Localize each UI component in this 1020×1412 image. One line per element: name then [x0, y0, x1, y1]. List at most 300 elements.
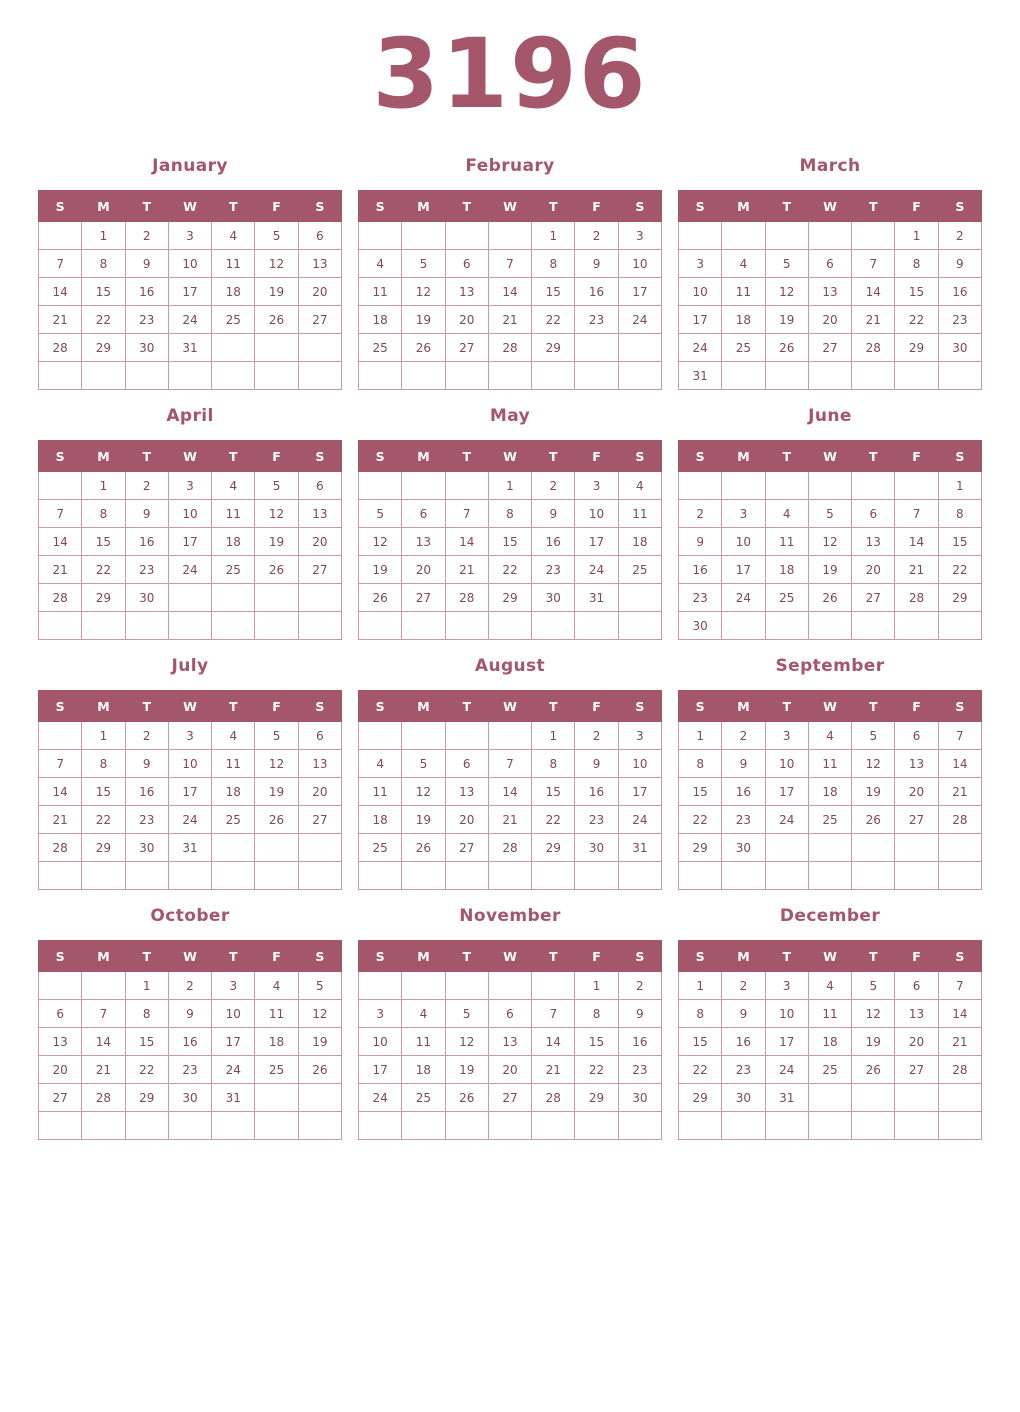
day-cell: 13	[445, 778, 488, 806]
day-cell: 27	[402, 584, 445, 612]
day-cell: 3	[168, 472, 211, 500]
day-cell: 20	[445, 806, 488, 834]
day-cell	[488, 222, 531, 250]
day-cell	[445, 472, 488, 500]
week-row	[679, 362, 982, 390]
day-cell: 23	[125, 806, 168, 834]
day-cell: 9	[125, 750, 168, 778]
day-cell: 13	[298, 500, 341, 528]
weekday-header: S	[679, 941, 722, 972]
weekday-header: S	[679, 691, 722, 722]
week-row	[359, 722, 662, 750]
day-cell: 30	[722, 1084, 765, 1112]
day-cell: 8	[679, 1000, 722, 1028]
day-cell: 29	[679, 834, 722, 862]
day-cell: 20	[488, 1056, 531, 1084]
day-cell	[402, 612, 445, 640]
day-cell: 1	[679, 722, 722, 750]
week-row	[39, 250, 342, 278]
day-cell: 9	[168, 1000, 211, 1028]
day-cell	[168, 862, 211, 890]
day-cell: 2	[125, 472, 168, 500]
weekday-header: F	[255, 941, 298, 972]
weekday-header-row	[39, 191, 342, 222]
month-name: January	[152, 156, 228, 176]
day-cell	[808, 862, 851, 890]
day-cell: 4	[808, 722, 851, 750]
day-cell	[852, 472, 895, 500]
week-row	[39, 500, 342, 528]
day-cell	[575, 1112, 618, 1140]
day-cell	[212, 862, 255, 890]
day-cell: 12	[852, 1000, 895, 1028]
day-cell: 13	[895, 1000, 938, 1028]
weekday-header: F	[575, 691, 618, 722]
day-cell: 4	[808, 972, 851, 1000]
week-row	[679, 584, 982, 612]
day-cell: 1	[532, 222, 575, 250]
day-cell: 17	[679, 306, 722, 334]
week-row	[679, 500, 982, 528]
day-cell: 26	[402, 834, 445, 862]
day-cell: 11	[359, 778, 402, 806]
day-cell: 5	[445, 1000, 488, 1028]
day-cell: 26	[808, 584, 851, 612]
day-cell: 15	[488, 528, 531, 556]
day-cell: 10	[765, 1000, 808, 1028]
day-cell: 6	[298, 472, 341, 500]
week-row	[39, 362, 342, 390]
day-cell: 28	[82, 1084, 125, 1112]
week-row	[359, 862, 662, 890]
day-cell: 14	[39, 778, 82, 806]
day-cell	[852, 222, 895, 250]
day-cell: 5	[402, 750, 445, 778]
day-cell: 8	[938, 500, 981, 528]
day-cell	[808, 1084, 851, 1112]
weekday-header: T	[852, 441, 895, 472]
weekday-header: W	[808, 941, 851, 972]
day-cell: 1	[82, 722, 125, 750]
day-cell: 21	[895, 556, 938, 584]
day-cell	[575, 362, 618, 390]
day-cell	[765, 834, 808, 862]
day-cell: 29	[532, 334, 575, 362]
day-cell	[212, 584, 255, 612]
day-cell: 10	[168, 500, 211, 528]
day-cell	[39, 972, 82, 1000]
day-cell	[82, 362, 125, 390]
weekday-header: T	[125, 691, 168, 722]
weekday-header: W	[168, 191, 211, 222]
day-cell: 15	[82, 278, 125, 306]
weekday-header: W	[168, 941, 211, 972]
day-cell: 26	[298, 1056, 341, 1084]
weekday-header: M	[82, 941, 125, 972]
day-cell: 20	[39, 1056, 82, 1084]
day-cell	[402, 972, 445, 1000]
day-cell: 31	[212, 1084, 255, 1112]
week-row	[359, 584, 662, 612]
week-row	[39, 612, 342, 640]
day-cell: 28	[39, 334, 82, 362]
day-cell	[255, 612, 298, 640]
day-cell: 13	[852, 528, 895, 556]
week-row	[679, 556, 982, 584]
day-cell: 16	[168, 1028, 211, 1056]
day-cell	[895, 1112, 938, 1140]
day-cell: 10	[575, 500, 618, 528]
day-cell	[445, 972, 488, 1000]
day-cell	[618, 612, 661, 640]
weekday-header: W	[808, 441, 851, 472]
day-cell: 30	[125, 584, 168, 612]
day-cell: 21	[488, 806, 531, 834]
day-cell: 22	[488, 556, 531, 584]
day-cell	[82, 862, 125, 890]
day-cell: 21	[39, 556, 82, 584]
day-cell	[618, 584, 661, 612]
day-cell: 16	[618, 1028, 661, 1056]
weekday-header: M	[402, 191, 445, 222]
day-cell: 14	[82, 1028, 125, 1056]
day-cell: 16	[125, 778, 168, 806]
day-cell: 26	[402, 334, 445, 362]
day-cell: 26	[852, 806, 895, 834]
day-cell	[82, 612, 125, 640]
month-table	[358, 440, 662, 640]
day-cell: 20	[445, 306, 488, 334]
day-cell: 23	[125, 306, 168, 334]
weekday-header: S	[618, 191, 661, 222]
day-cell: 16	[532, 528, 575, 556]
day-cell: 26	[852, 1056, 895, 1084]
day-cell: 28	[532, 1084, 575, 1112]
day-cell: 22	[125, 1056, 168, 1084]
day-cell: 2	[575, 222, 618, 250]
week-row	[679, 834, 982, 862]
day-cell: 19	[255, 778, 298, 806]
day-cell: 28	[938, 1056, 981, 1084]
day-cell	[168, 1112, 211, 1140]
day-cell: 6	[298, 722, 341, 750]
week-row	[39, 1112, 342, 1140]
day-cell: 8	[679, 750, 722, 778]
week-row	[679, 806, 982, 834]
day-cell: 11	[808, 750, 851, 778]
day-cell: 8	[125, 1000, 168, 1028]
day-cell	[618, 362, 661, 390]
week-row	[359, 612, 662, 640]
weekday-header: M	[722, 941, 765, 972]
day-cell: 7	[39, 250, 82, 278]
day-cell: 9	[532, 500, 575, 528]
day-cell: 6	[895, 972, 938, 1000]
day-cell: 6	[808, 250, 851, 278]
day-cell: 21	[938, 1028, 981, 1056]
week-row	[359, 528, 662, 556]
day-cell	[765, 472, 808, 500]
day-cell: 22	[82, 806, 125, 834]
day-cell: 21	[39, 806, 82, 834]
day-cell: 9	[575, 250, 618, 278]
day-cell: 4	[618, 472, 661, 500]
day-cell: 20	[298, 778, 341, 806]
day-cell: 30	[125, 334, 168, 362]
day-cell	[255, 1084, 298, 1112]
day-cell: 31	[168, 834, 211, 862]
week-row	[679, 972, 982, 1000]
day-cell	[255, 584, 298, 612]
day-cell: 29	[679, 1084, 722, 1112]
week-row	[359, 500, 662, 528]
day-cell	[618, 862, 661, 890]
week-row	[39, 1000, 342, 1028]
day-cell: 28	[488, 334, 531, 362]
day-cell: 9	[618, 1000, 661, 1028]
day-cell: 18	[808, 1028, 851, 1056]
day-cell: 30	[532, 584, 575, 612]
day-cell: 14	[445, 528, 488, 556]
day-cell: 17	[168, 778, 211, 806]
day-cell: 14	[532, 1028, 575, 1056]
day-cell: 31	[168, 334, 211, 362]
weekday-header: S	[618, 691, 661, 722]
day-cell: 23	[722, 1056, 765, 1084]
day-cell: 15	[532, 278, 575, 306]
day-cell	[938, 1112, 981, 1140]
weekday-header: M	[82, 441, 125, 472]
day-cell: 18	[722, 306, 765, 334]
day-cell	[255, 1112, 298, 1140]
day-cell: 25	[765, 584, 808, 612]
day-cell: 8	[532, 750, 575, 778]
day-cell: 27	[445, 834, 488, 862]
day-cell: 11	[765, 528, 808, 556]
day-cell: 25	[359, 834, 402, 862]
day-cell: 2	[575, 722, 618, 750]
weekday-header: T	[212, 191, 255, 222]
day-cell: 23	[575, 306, 618, 334]
day-cell: 31	[679, 362, 722, 390]
weekday-header: S	[618, 441, 661, 472]
day-cell: 6	[445, 250, 488, 278]
day-cell: 17	[722, 556, 765, 584]
weekday-header: M	[402, 441, 445, 472]
day-cell: 18	[402, 1056, 445, 1084]
week-row	[39, 862, 342, 890]
day-cell: 1	[575, 972, 618, 1000]
month-name: December	[779, 906, 881, 926]
weekday-header: S	[359, 941, 402, 972]
weekday-header: S	[39, 441, 82, 472]
day-cell: 24	[168, 556, 211, 584]
day-cell: 21	[938, 778, 981, 806]
day-cell	[402, 362, 445, 390]
day-cell	[125, 1112, 168, 1140]
day-cell: 28	[488, 834, 531, 862]
day-cell	[39, 612, 82, 640]
day-cell: 25	[212, 556, 255, 584]
month-name: November	[459, 906, 561, 926]
weekday-header: S	[359, 691, 402, 722]
day-cell: 3	[618, 222, 661, 250]
weekday-header: T	[445, 191, 488, 222]
day-cell: 7	[895, 500, 938, 528]
month-block	[350, 906, 670, 1140]
week-row	[39, 806, 342, 834]
day-cell: 2	[125, 222, 168, 250]
day-cell: 19	[765, 306, 808, 334]
day-cell: 5	[255, 722, 298, 750]
day-cell: 16	[722, 1028, 765, 1056]
day-cell: 2	[532, 472, 575, 500]
weekday-header-row	[39, 941, 342, 972]
day-cell	[402, 722, 445, 750]
day-cell	[808, 362, 851, 390]
day-cell: 12	[359, 528, 402, 556]
week-row	[39, 1084, 342, 1112]
week-row	[39, 584, 342, 612]
day-cell: 31	[618, 834, 661, 862]
day-cell: 4	[212, 222, 255, 250]
day-cell: 17	[168, 278, 211, 306]
day-cell: 3	[679, 250, 722, 278]
week-row	[359, 1112, 662, 1140]
day-cell: 1	[938, 472, 981, 500]
day-cell: 9	[125, 500, 168, 528]
day-cell: 31	[575, 584, 618, 612]
day-cell: 22	[532, 806, 575, 834]
weekday-header: S	[298, 441, 341, 472]
day-cell	[488, 612, 531, 640]
week-row	[39, 278, 342, 306]
day-cell: 27	[895, 1056, 938, 1084]
week-row	[359, 556, 662, 584]
day-cell	[359, 612, 402, 640]
week-row	[679, 334, 982, 362]
weekday-header: F	[575, 191, 618, 222]
day-cell	[532, 862, 575, 890]
day-cell: 27	[298, 556, 341, 584]
day-cell	[895, 862, 938, 890]
day-cell: 21	[82, 1056, 125, 1084]
day-cell: 7	[852, 250, 895, 278]
day-cell: 19	[255, 528, 298, 556]
day-cell: 13	[445, 278, 488, 306]
day-cell: 24	[575, 556, 618, 584]
day-cell: 15	[82, 528, 125, 556]
day-cell	[298, 1084, 341, 1112]
day-cell: 5	[255, 222, 298, 250]
day-cell: 6	[852, 500, 895, 528]
day-cell	[359, 222, 402, 250]
weekday-header: F	[575, 941, 618, 972]
day-cell	[168, 612, 211, 640]
day-cell: 18	[255, 1028, 298, 1056]
day-cell: 23	[722, 806, 765, 834]
month-table	[38, 440, 342, 640]
day-cell	[532, 612, 575, 640]
day-cell: 27	[298, 806, 341, 834]
weekday-header: T	[532, 441, 575, 472]
day-cell: 9	[938, 250, 981, 278]
month-block	[350, 406, 670, 640]
page-title: 3196	[372, 18, 648, 130]
day-cell: 23	[679, 584, 722, 612]
day-cell	[895, 1084, 938, 1112]
day-cell: 15	[125, 1028, 168, 1056]
day-cell	[402, 472, 445, 500]
day-cell	[359, 362, 402, 390]
day-cell: 24	[679, 334, 722, 362]
day-cell: 10	[618, 250, 661, 278]
day-cell	[39, 472, 82, 500]
day-cell: 23	[532, 556, 575, 584]
month-block	[30, 406, 350, 640]
day-cell: 17	[618, 278, 661, 306]
day-cell	[575, 612, 618, 640]
day-cell: 8	[895, 250, 938, 278]
month-block	[350, 656, 670, 890]
day-cell: 26	[255, 806, 298, 834]
day-cell: 16	[575, 778, 618, 806]
day-cell	[82, 1112, 125, 1140]
weekday-header: T	[125, 941, 168, 972]
weekday-header: T	[852, 691, 895, 722]
week-row	[679, 222, 982, 250]
month-table	[678, 440, 982, 640]
day-cell: 15	[938, 528, 981, 556]
week-row	[359, 1084, 662, 1112]
day-cell	[895, 472, 938, 500]
day-cell: 7	[39, 750, 82, 778]
day-cell: 13	[298, 750, 341, 778]
weekday-header-row	[359, 441, 662, 472]
day-cell: 21	[488, 306, 531, 334]
weekday-header: W	[168, 691, 211, 722]
day-cell: 1	[895, 222, 938, 250]
day-cell: 25	[212, 806, 255, 834]
day-cell: 9	[679, 528, 722, 556]
month-name: August	[474, 656, 546, 676]
month-table	[358, 940, 662, 1140]
day-cell: 19	[445, 1056, 488, 1084]
day-cell: 17	[765, 778, 808, 806]
day-cell: 25	[359, 334, 402, 362]
day-cell	[212, 1112, 255, 1140]
month-table	[358, 690, 662, 890]
day-cell: 5	[255, 472, 298, 500]
day-cell: 14	[938, 750, 981, 778]
day-cell: 2	[618, 972, 661, 1000]
day-cell: 12	[445, 1028, 488, 1056]
day-cell: 15	[895, 278, 938, 306]
month-table	[678, 690, 982, 890]
weekday-header-row	[359, 941, 662, 972]
day-cell	[168, 362, 211, 390]
day-cell: 28	[938, 806, 981, 834]
weekday-header: T	[125, 441, 168, 472]
week-row	[39, 334, 342, 362]
day-cell	[298, 584, 341, 612]
day-cell: 8	[575, 1000, 618, 1028]
day-cell: 2	[722, 972, 765, 1000]
month-table	[678, 940, 982, 1140]
day-cell: 10	[679, 278, 722, 306]
day-cell	[575, 862, 618, 890]
day-cell	[255, 862, 298, 890]
